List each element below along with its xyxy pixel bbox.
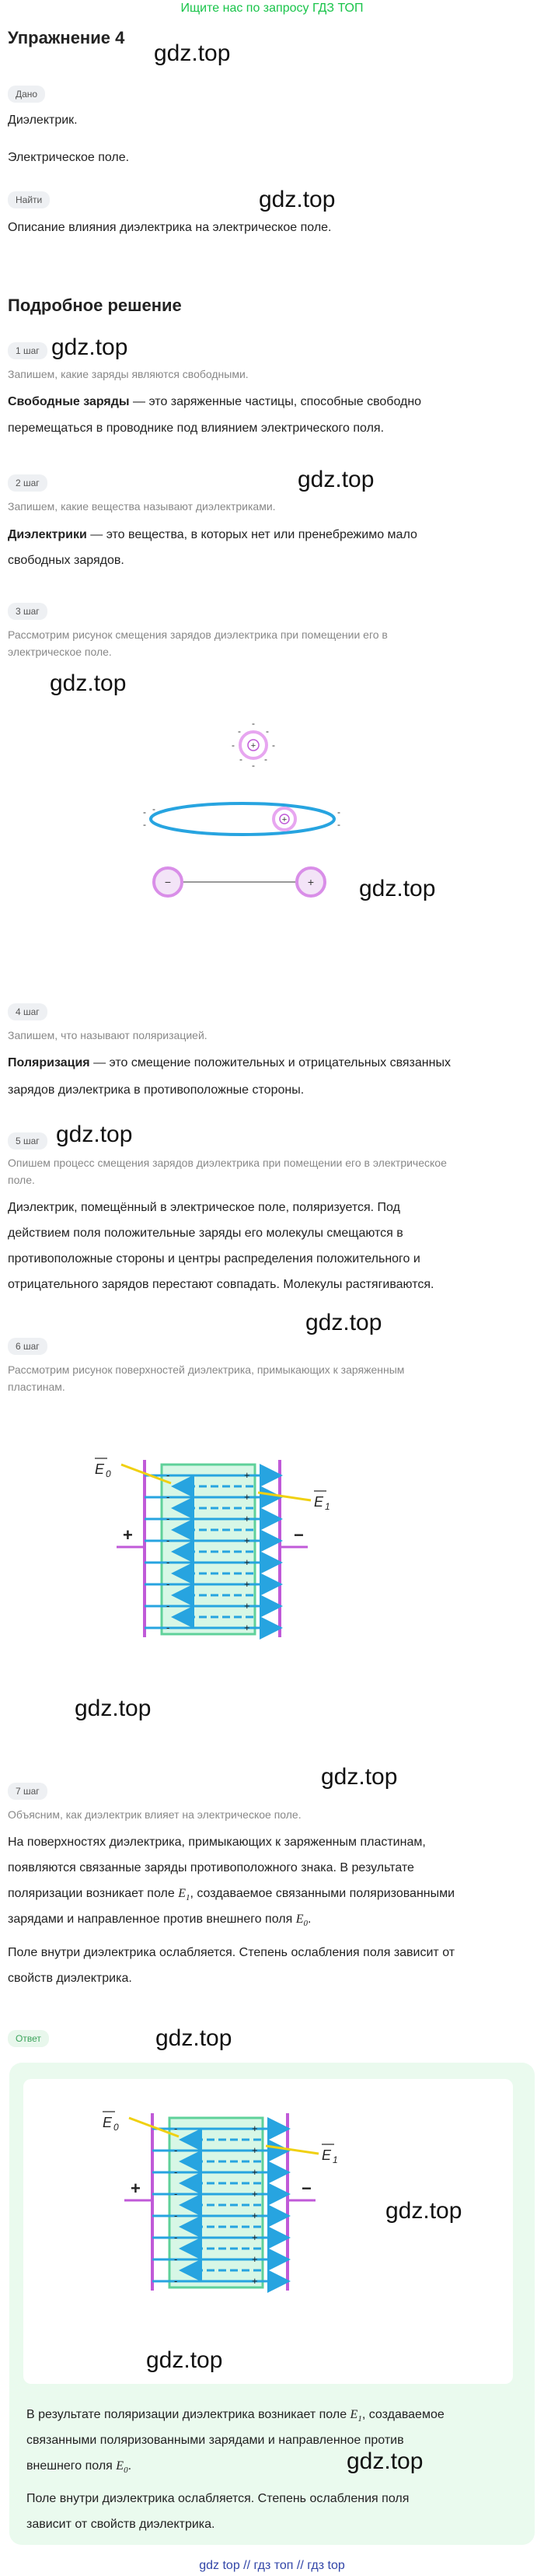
label-e0-sub: 0 bbox=[113, 2122, 119, 2133]
watermark: gdz.top bbox=[146, 2347, 223, 2373]
footer-link[interactable]: гдз top bbox=[307, 2559, 345, 2572]
label-e1: E bbox=[314, 1494, 324, 1510]
watermark: gdz.top bbox=[56, 1122, 133, 1147]
svg-text:+: + bbox=[281, 815, 288, 824]
answer-capacitor-figure bbox=[101, 2096, 412, 2306]
bound-charge-negative: - bbox=[174, 2231, 178, 2243]
bound-charge-positive: + bbox=[252, 2210, 258, 2221]
svg-text:-: - bbox=[252, 760, 255, 771]
watermark: gdz.top bbox=[321, 1764, 398, 1790]
bound-charge-positive: + bbox=[244, 1535, 250, 1546]
step-text: Диэлектрик, помещённый в электрическое поле, поляризуется. Под bbox=[8, 1201, 400, 1214]
watermark: gdz.top bbox=[50, 670, 127, 696]
definition: — это заряженные частицы, способные свободно bbox=[129, 395, 422, 408]
step-note: поле. bbox=[8, 1174, 35, 1186]
exercise-title: Упражнение 4 bbox=[8, 28, 125, 47]
definition: — это смещение положительных и отрицательных связанных bbox=[89, 1056, 451, 1069]
neutral-atom bbox=[232, 718, 275, 771]
bound-charge-positive: + bbox=[252, 2166, 258, 2178]
dielectric-slab bbox=[169, 2118, 263, 2287]
bound-charge-positive: + bbox=[244, 1491, 250, 1503]
bound-charge-negative: - bbox=[174, 2253, 178, 2265]
bound-charge-negative: - bbox=[174, 2188, 178, 2200]
svg-text:-: - bbox=[238, 726, 241, 737]
bound-charge-negative: - bbox=[166, 1600, 170, 1612]
term: Диэлектрики bbox=[8, 528, 87, 541]
step-text: действием поля положительные заряды его молекулы смещаются в bbox=[8, 1227, 403, 1240]
svg-text:-: - bbox=[143, 807, 146, 817]
svg-text:-: - bbox=[337, 807, 340, 817]
molecule-polarization-figure bbox=[140, 716, 373, 910]
svg-text:−: − bbox=[164, 876, 172, 888]
watermark: gdz.top bbox=[305, 1310, 382, 1335]
term: Поляризация bbox=[8, 1056, 90, 1069]
top-search-link[interactable]: Ищите нас по запросу ГДЗ ТОП bbox=[180, 2, 364, 15]
minus-sign: − bbox=[294, 1525, 304, 1545]
bound-charge-positive: + bbox=[252, 2188, 258, 2200]
answer-text: зависит от свойств диэлектрика. bbox=[26, 2518, 215, 2531]
step-note: Рассмотрим рисунок поверхностей диэлектрика, примыкающих к заряженным bbox=[8, 1363, 405, 1376]
bound-charge-positive: + bbox=[244, 1622, 250, 1633]
plus-sign: + bbox=[131, 2179, 141, 2198]
svg-text:-: - bbox=[152, 803, 155, 814]
step-text: перемещаться в проводнике под влиянием электрического поля. bbox=[8, 422, 385, 435]
svg-text:-: - bbox=[337, 819, 340, 830]
watermark: gdz.top bbox=[359, 876, 436, 901]
bound-charge-negative: - bbox=[174, 2123, 178, 2134]
capacitor-dielectric-figure bbox=[93, 1443, 404, 1653]
footer-separator: // bbox=[296, 2559, 304, 2572]
bound-charge-positive: + bbox=[244, 1513, 250, 1524]
step-badge: 1 шаг bbox=[8, 342, 47, 359]
step-text: свободных зарядов. bbox=[8, 554, 124, 567]
bound-charge-negative: - bbox=[174, 2144, 178, 2156]
find-badge: Найти bbox=[8, 191, 50, 208]
step-text: свойств диэлектрика. bbox=[8, 1972, 132, 1985]
watermark: gdz.top bbox=[154, 40, 231, 66]
bound-charge-negative: - bbox=[166, 1513, 170, 1524]
bound-charge-negative: - bbox=[166, 1491, 170, 1503]
bound-charge-positive: + bbox=[244, 1469, 250, 1481]
bound-charge-positive: + bbox=[252, 2144, 258, 2156]
step-text bbox=[8, 523, 536, 547]
answer-badge: Ответ bbox=[8, 2030, 49, 2047]
step-text: поляризации возникает поле $E_1$, создаваемое связанными поляризованными bbox=[8, 1887, 455, 1903]
polarized-molecule bbox=[143, 803, 340, 835]
svg-text:-: - bbox=[252, 718, 255, 729]
given-badge: Дано bbox=[8, 86, 45, 103]
bound-charge-negative: - bbox=[174, 2275, 178, 2287]
dielectric-slab bbox=[162, 1465, 255, 1634]
bound-charge-negative: - bbox=[166, 1622, 170, 1633]
label-e0: E bbox=[103, 2115, 113, 2130]
bound-charge-positive: + bbox=[252, 2253, 258, 2265]
watermark: gdz.top bbox=[298, 467, 375, 492]
step-note: Запишем, что называют поляризацией. bbox=[8, 1029, 207, 1041]
step-note: пластинам. bbox=[8, 1381, 65, 1393]
footer-separator: // bbox=[243, 2559, 251, 2572]
svg-text:-: - bbox=[143, 819, 146, 830]
watermark: gdz.top bbox=[155, 2025, 232, 2051]
label-e1: E bbox=[322, 2147, 332, 2163]
bound-charge-positive: + bbox=[244, 1578, 250, 1590]
answer-text: внешнего поля $E_0$. bbox=[26, 2459, 132, 2476]
bound-charge-negative: - bbox=[166, 1469, 170, 1481]
bound-charge-negative: - bbox=[166, 1535, 170, 1546]
bound-charge-positive: + bbox=[252, 2123, 258, 2134]
bound-charge-positive: + bbox=[252, 2231, 258, 2243]
step-text bbox=[8, 390, 536, 414]
step-badge: 3 шаг bbox=[8, 603, 47, 620]
footer-link[interactable]: гдз топ bbox=[253, 2559, 294, 2572]
svg-text:+: + bbox=[250, 741, 256, 751]
bound-charge-negative: - bbox=[166, 1578, 170, 1590]
dipole bbox=[154, 868, 325, 896]
label-e0-sub: 0 bbox=[106, 1468, 111, 1479]
svg-text:+: + bbox=[307, 876, 315, 888]
answer-text: Поле внутри диэлектрика ослабляется. Степень ослабления поля bbox=[26, 2492, 410, 2505]
bound-charge-negative: - bbox=[166, 1556, 170, 1568]
watermark: gdz.top bbox=[259, 187, 336, 212]
svg-text:-: - bbox=[272, 740, 275, 751]
label-e0: E bbox=[95, 1461, 105, 1477]
step-note: электрическое поле. bbox=[8, 646, 112, 658]
step-text: зарядов диэлектрика в противоположные стороны. bbox=[8, 1083, 305, 1097]
watermark: gdz.top bbox=[51, 334, 128, 360]
step-badge: 2 шаг bbox=[8, 474, 47, 492]
step-badge: 6 шаг bbox=[8, 1338, 47, 1355]
step-badge: 4 шаг bbox=[8, 1003, 47, 1020]
watermark: gdz.top bbox=[347, 2448, 424, 2474]
step-text: противоположные стороны и центры распределения положительного и bbox=[8, 1252, 420, 1265]
definition: — это вещества, в которых нет или пренебрежимо мало bbox=[86, 528, 417, 541]
answer-text: В результате поляризации диэлектрика возникает поле $E_1$, создаваемое bbox=[26, 2408, 445, 2424]
step-text: На поверхностях диэлектрика, примыкающих к заряженным пластинам, bbox=[8, 1836, 426, 1849]
svg-text:-: - bbox=[264, 754, 267, 765]
bound-charge-positive: + bbox=[252, 2275, 258, 2287]
bound-charge-positive: + bbox=[244, 1600, 250, 1612]
step-note: Опишем процесс смещения зарядов диэлектрика при помещении его в электрическое bbox=[8, 1157, 447, 1169]
step-badge: 7 шаг bbox=[8, 1783, 47, 1800]
step-note: Объясним, как диэлектрик влияет на электрическое поле. bbox=[8, 1808, 302, 1821]
label-e1-sub: 1 bbox=[325, 1501, 330, 1512]
svg-text:-: - bbox=[232, 740, 235, 751]
step-note: Запишем, какие заряды являются свободными. bbox=[8, 368, 249, 380]
step-text: появляются связанные заряды противоположного знака. В результате bbox=[8, 1861, 414, 1874]
watermark: gdz.top bbox=[385, 2198, 462, 2224]
given-line: Электрическое поле. bbox=[8, 151, 130, 164]
answer-text: связанными поляризованными зарядами и направленное против bbox=[26, 2434, 404, 2447]
svg-text:-: - bbox=[239, 754, 242, 765]
step-note: Запишем, какие вещества называют диэлектриками. bbox=[8, 500, 276, 513]
plus-sign: + bbox=[123, 1525, 133, 1545]
find-text: Описание влияния диэлектрика на электрическое поле. bbox=[8, 221, 332, 234]
minus-sign: − bbox=[302, 2179, 312, 2198]
footer-link[interactable]: gdz top bbox=[199, 2559, 240, 2572]
bound-charge-negative: - bbox=[174, 2166, 178, 2178]
step-text: Поле внутри диэлектрика ослабляется. Степень ослабления поля зависит от bbox=[8, 1946, 455, 1959]
step-note: Рассмотрим рисунок смещения зарядов диэлектрика при помещении его в bbox=[8, 628, 388, 641]
footer-links bbox=[0, 2559, 544, 2573]
watermark: gdz.top bbox=[75, 1696, 152, 1721]
step-text: отрицательного зарядов перестают совпадать. Молекулы растягиваются. bbox=[8, 1278, 434, 1291]
bound-charge-positive: + bbox=[244, 1556, 250, 1568]
step-text: зарядами и направленное против внешнего поля $E_0$. bbox=[8, 1913, 312, 1929]
step-text bbox=[8, 1052, 536, 1075]
svg-text:-: - bbox=[266, 726, 269, 737]
given-line: Диэлектрик. bbox=[8, 114, 78, 127]
solution-title: Подробное решение bbox=[8, 296, 182, 315]
term: Свободные заряды bbox=[8, 395, 130, 408]
label-e1-sub: 1 bbox=[333, 2154, 338, 2165]
step-badge: 5 шаг bbox=[8, 1132, 47, 1150]
bound-charge-negative: - bbox=[174, 2210, 178, 2221]
